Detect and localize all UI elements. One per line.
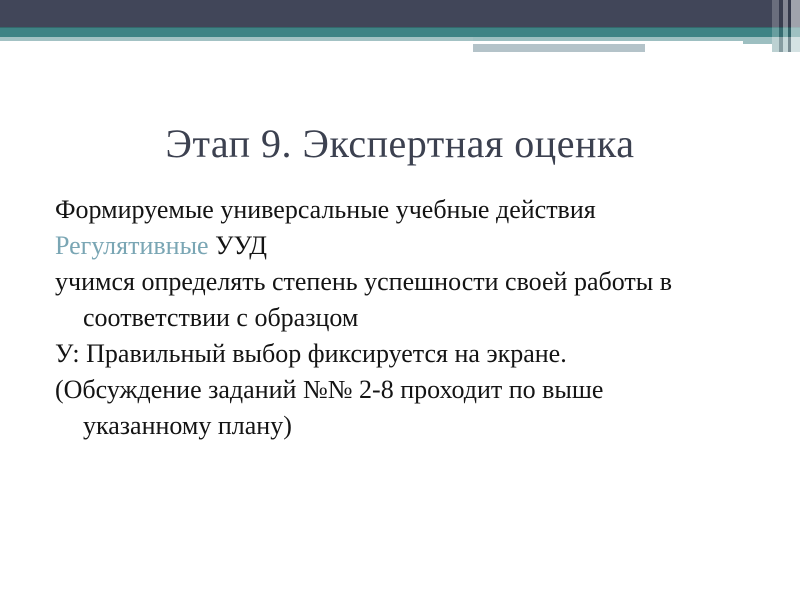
slide-title: Этап 9. Экспертная оценка <box>165 121 635 166</box>
header-corner-stripe <box>791 0 800 52</box>
slide-body <box>55 192 715 444</box>
highlighted-word-regulative: Регулятивные <box>55 231 209 260</box>
body-line-discussion-note-wrap: указанному плану) <box>83 411 292 440</box>
body-line-learning-goal: учимся определять степень успешности своей работы в <box>55 267 672 296</box>
header-gray-bar <box>473 44 645 52</box>
body-line-regulative <box>55 228 715 264</box>
body-line-uud-heading: Формируемые универсальные учебные действия <box>55 195 596 224</box>
body-line-discussion-note: (Обсуждение заданий №№ 2-8 проходит по выше <box>55 375 604 404</box>
header-pale-line-left <box>0 37 473 41</box>
body-line-learning-goal-wrap: соответствии с образцом <box>83 303 359 332</box>
header-corner-stripe <box>772 0 779 52</box>
header-dark-bar <box>0 0 800 27</box>
body-line-regulative-rest: УУД <box>208 231 268 260</box>
body-line-teacher-note: У: Правильный выбор фиксируется на экране. <box>55 339 567 368</box>
header-teal-bar <box>0 27 800 37</box>
